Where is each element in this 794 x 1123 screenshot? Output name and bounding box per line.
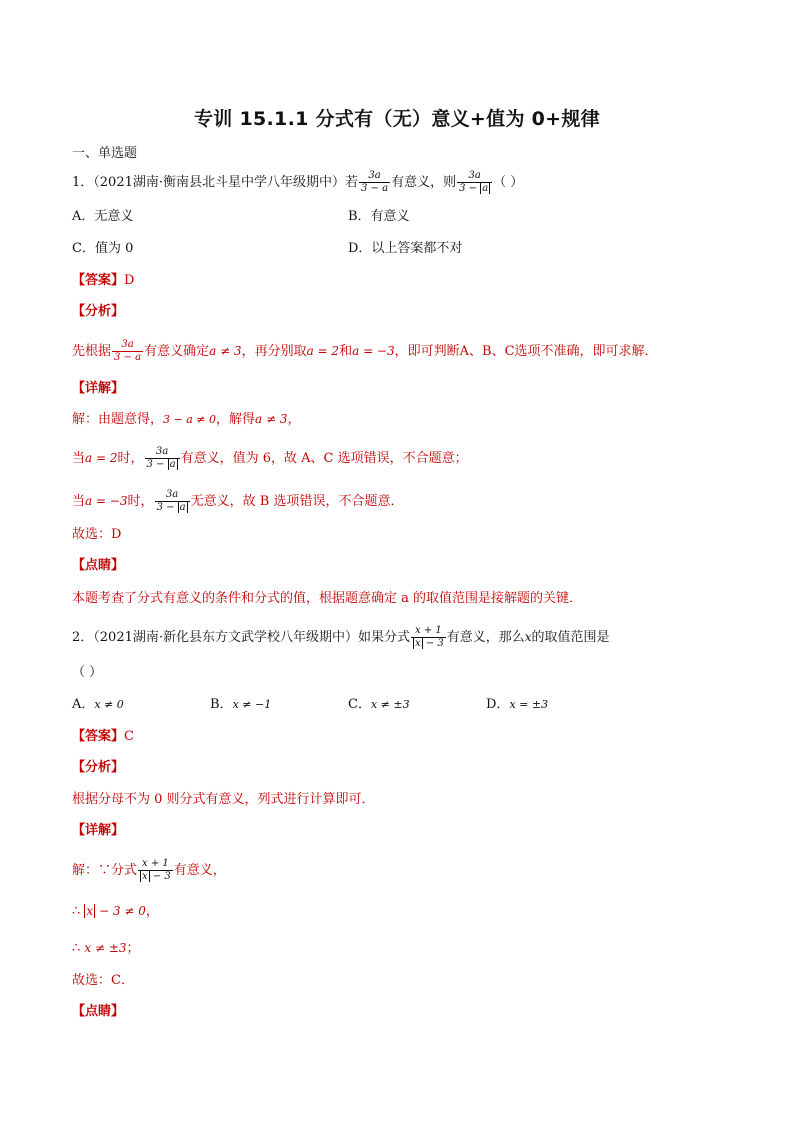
q1-stem: 1．（2021湖南·衡南县北斗星中学八年级期中）若 $\frac{3a}{3 - a}$ 有意义，则 $\frac{3a}{3 - a}$ （ ）: [72, 170, 524, 194]
q1-comment-text: 本题考查了分式有意义的条件和分式的值，根据题意确定 a 的取值范围是接解题的关键．: [72, 591, 583, 606]
q2-choose: 故选：C．: [72, 973, 134, 988]
q1-detail-line-1: 解：由题意得，3 − a ≠ 0，解得a ≠ 3，: [72, 412, 301, 427]
q2-option-d: D．x = ±3: [486, 697, 549, 712]
section-heading: 一、单选题: [72, 146, 138, 161]
q1-choose: 故选：D: [72, 527, 122, 542]
q1-option-d: D．以上答案都不对: [348, 241, 463, 256]
q1-option-c: C．值为 0: [72, 241, 134, 256]
q2-stem: 2．（2021湖南·新化县东方文武学校八年级期中）如果分式 $\frac{x + 1}{x - 3}$ 有意义，那么x的取值范围是: [72, 625, 610, 649]
q2-option-c: C．x ≠ ±3: [348, 697, 410, 712]
q1-detail-label: 【详解】: [72, 381, 125, 396]
q2-detail-line-2: ∴ x − 3 ≠ 0，: [72, 904, 159, 919]
q2-option-a: A．x ≠ 0: [72, 697, 124, 712]
q2-paren: （ ）: [72, 665, 103, 680]
page-title: 专训 15.1.1 分式有（无）意义+值为 0+规律: [193, 108, 601, 130]
q1-detail-line-2: 当a = 2时， $\frac{3a}{3 - a}$ 有意义，值为 6，故 A、C 选项错误，不合题意；: [72, 446, 468, 470]
q2-detail-line-1: 解：∵分式 $\frac{x + 1}{x - 3}$ 有意义，: [72, 858, 226, 882]
q1-answer: 【答案】D: [72, 273, 135, 288]
q2-fraction: $\frac{x + 1}{x - 3}$: [411, 625, 446, 650]
q2-detail-label: 【详解】: [72, 823, 125, 838]
q2-answer: 【答案】C: [72, 729, 134, 744]
q1-option-a: A．无意义: [72, 209, 134, 224]
q2-detail-line-3: ∴ x ≠ ±3；: [72, 941, 140, 956]
q1-analysis-label: 【分析】: [72, 304, 125, 319]
q1-detail-line-3: 当a = −3时， $\frac{3a}{3 - a}$ 无意义，故 B 选项错误，不合题意．: [72, 489, 404, 513]
q2-analysis-text: 根据分母不为 0 则分式有意义，列式进行计算即可．: [72, 792, 375, 807]
q1-option-b: B．有意义: [348, 209, 410, 224]
q2-option-b: B．x ≠ −1: [210, 697, 272, 712]
q2-comment-label: 【点睛】: [72, 1004, 125, 1019]
q2-analysis-label: 【分析】: [72, 760, 125, 775]
q1-comment-label: 【点睛】: [72, 558, 125, 573]
q1-fraction-1: $\frac{3a}{3 - a}$: [361, 170, 389, 194]
q1-fraction-2: $\frac{3a}{3 - a}$: [457, 170, 492, 195]
q1-analysis-text: 先根据 $\frac{3a}{3 - a}$ 有意义确定a ≠ 3，再分别取a = 2和a = −3，即可判断A、B、C选项不准确，即可求解．: [72, 339, 658, 363]
